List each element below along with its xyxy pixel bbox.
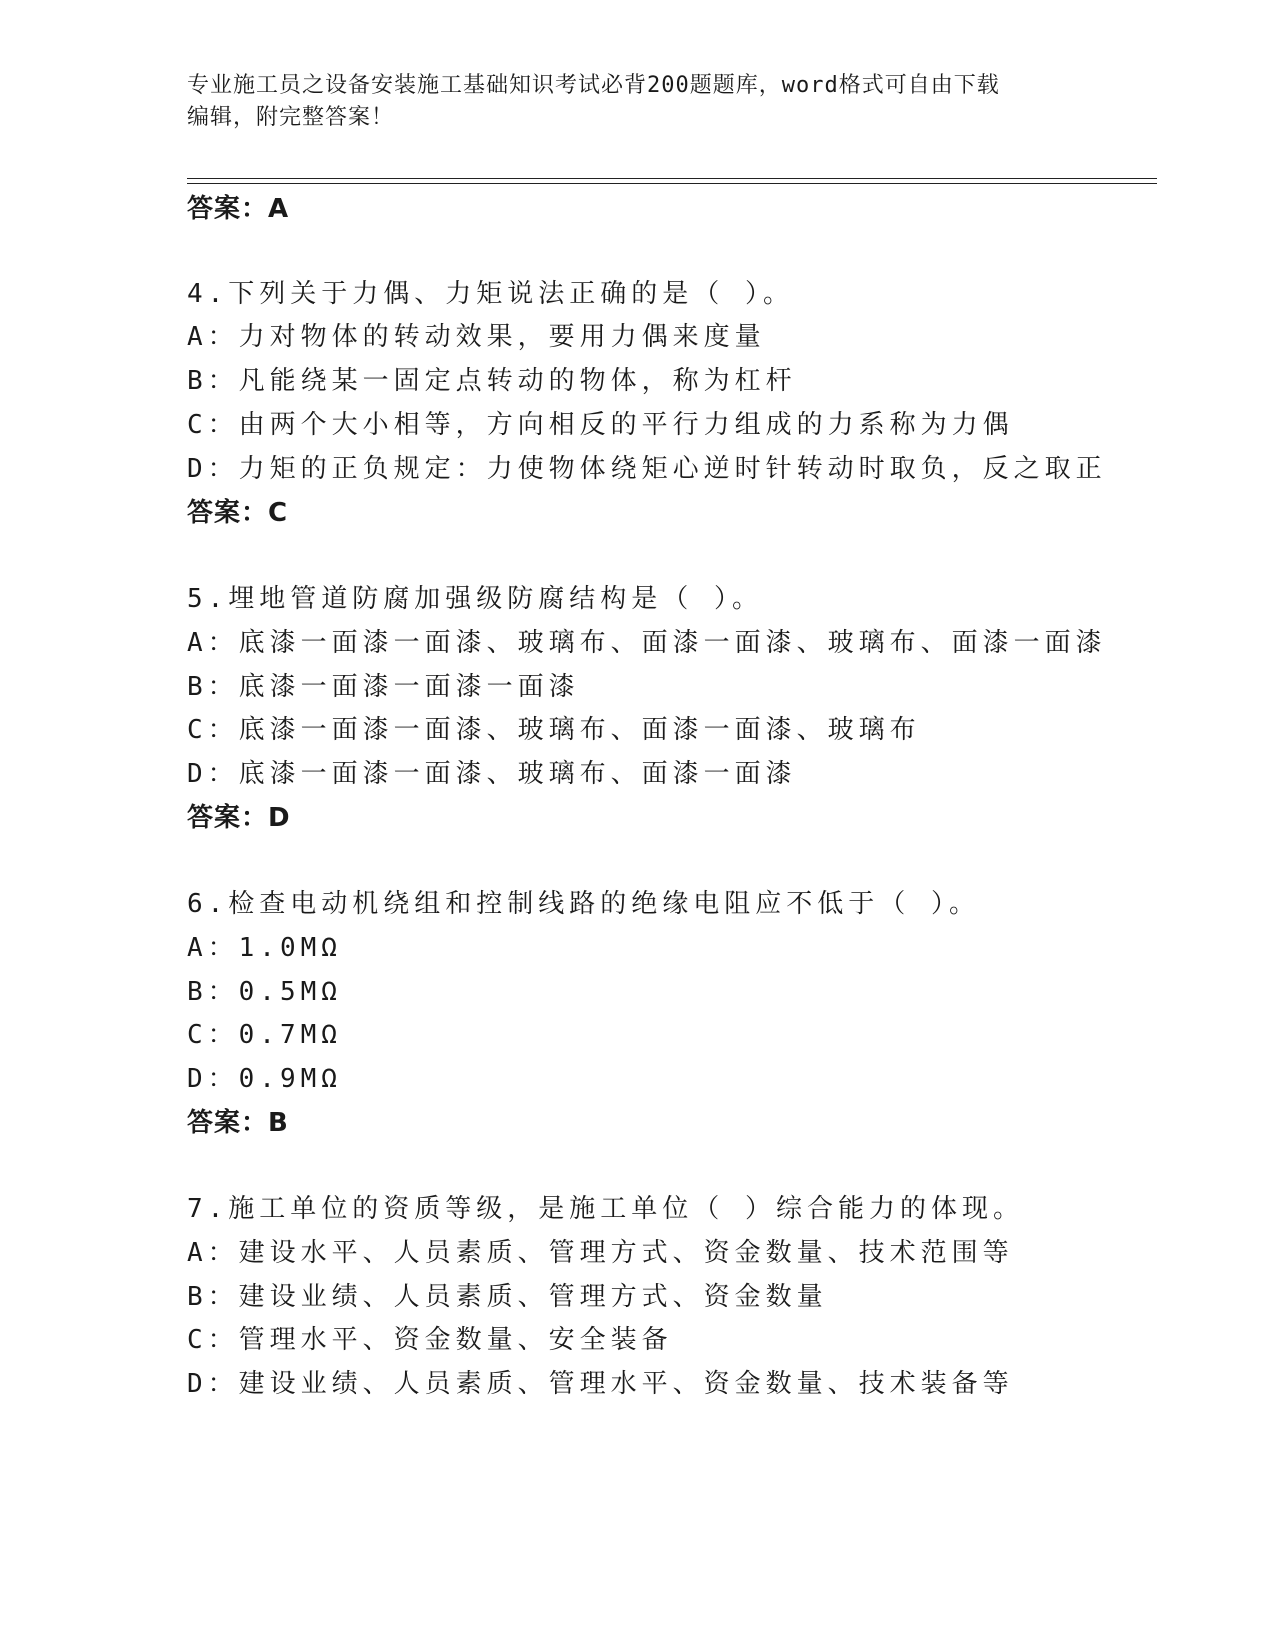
document-header	[187, 70, 1087, 134]
header-divider-bottom	[187, 183, 1157, 184]
question-5-answer: 答案：D	[187, 803, 291, 833]
header-line-2: 编辑，附完整答案！	[187, 105, 395, 130]
question-4-option-d: D：力矩的正负规定：力使物体绕矩心逆时针转动时取负，反之取正	[187, 454, 1107, 484]
question-6-option-c: C：0.7MΩ	[187, 1020, 342, 1050]
question-6-option-b: B：0.5MΩ	[187, 977, 342, 1007]
question-6-stem: 6.检查电动机绕组和控制线路的绝缘电阻应不低于（ ）。	[187, 889, 980, 919]
question-7-option-a: A：建设水平、人员素质、管理方式、资金数量、技术范围等	[187, 1238, 1014, 1268]
question-5-option-d: D：底漆一面漆一面漆、玻璃布、面漆一面漆	[187, 759, 797, 789]
question-5-stem: 5.埋地管道防腐加强级防腐结构是（ ）。	[187, 584, 763, 614]
question-6-option-a: A：1.0MΩ	[187, 933, 342, 963]
question-7-option-c: C：管理水平、资金数量、安全装备	[187, 1325, 673, 1355]
question-4-stem: 4.下列关于力偶、力矩说法正确的是（ ）。	[187, 279, 794, 309]
header-line-1: 专业施工员之设备安装施工基础知识考试必背200题题库，word格式可自由下载	[187, 73, 1000, 98]
question-5-option-b: B：底漆一面漆一面漆一面漆	[187, 672, 580, 702]
question-7-option-b: B：建设业绩、人员素质、管理方式、资金数量	[187, 1282, 828, 1312]
question-4-option-b: B：凡能绕某一固定点转动的物体，称为杠杆	[187, 366, 797, 396]
question-4-option-a: A：力对物体的转动效果，要用力偶来度量	[187, 322, 766, 352]
question-7-stem: 7.施工单位的资质等级，是施工单位（ ）综合能力的体现。	[187, 1194, 1024, 1224]
question-4-answer: 答案：C	[187, 498, 289, 528]
header-divider-top	[187, 178, 1157, 179]
question-6-option-d: D：0.9MΩ	[187, 1064, 342, 1094]
question-7-option-d: D：建设业绩、人员素质、管理水平、资金数量、技术装备等	[187, 1369, 1014, 1399]
question-5-option-c: C：底漆一面漆一面漆、玻璃布、面漆一面漆、玻璃布	[187, 715, 921, 745]
question-6-answer: 答案：B	[187, 1108, 289, 1138]
question-5-option-a: A：底漆一面漆一面漆、玻璃布、面漆一面漆、玻璃布、面漆一面漆	[187, 628, 1107, 658]
answer-previous: 答案：A	[187, 194, 290, 224]
question-4-option-c: C：由两个大小相等，方向相反的平行力组成的力系称为力偶	[187, 410, 1014, 440]
